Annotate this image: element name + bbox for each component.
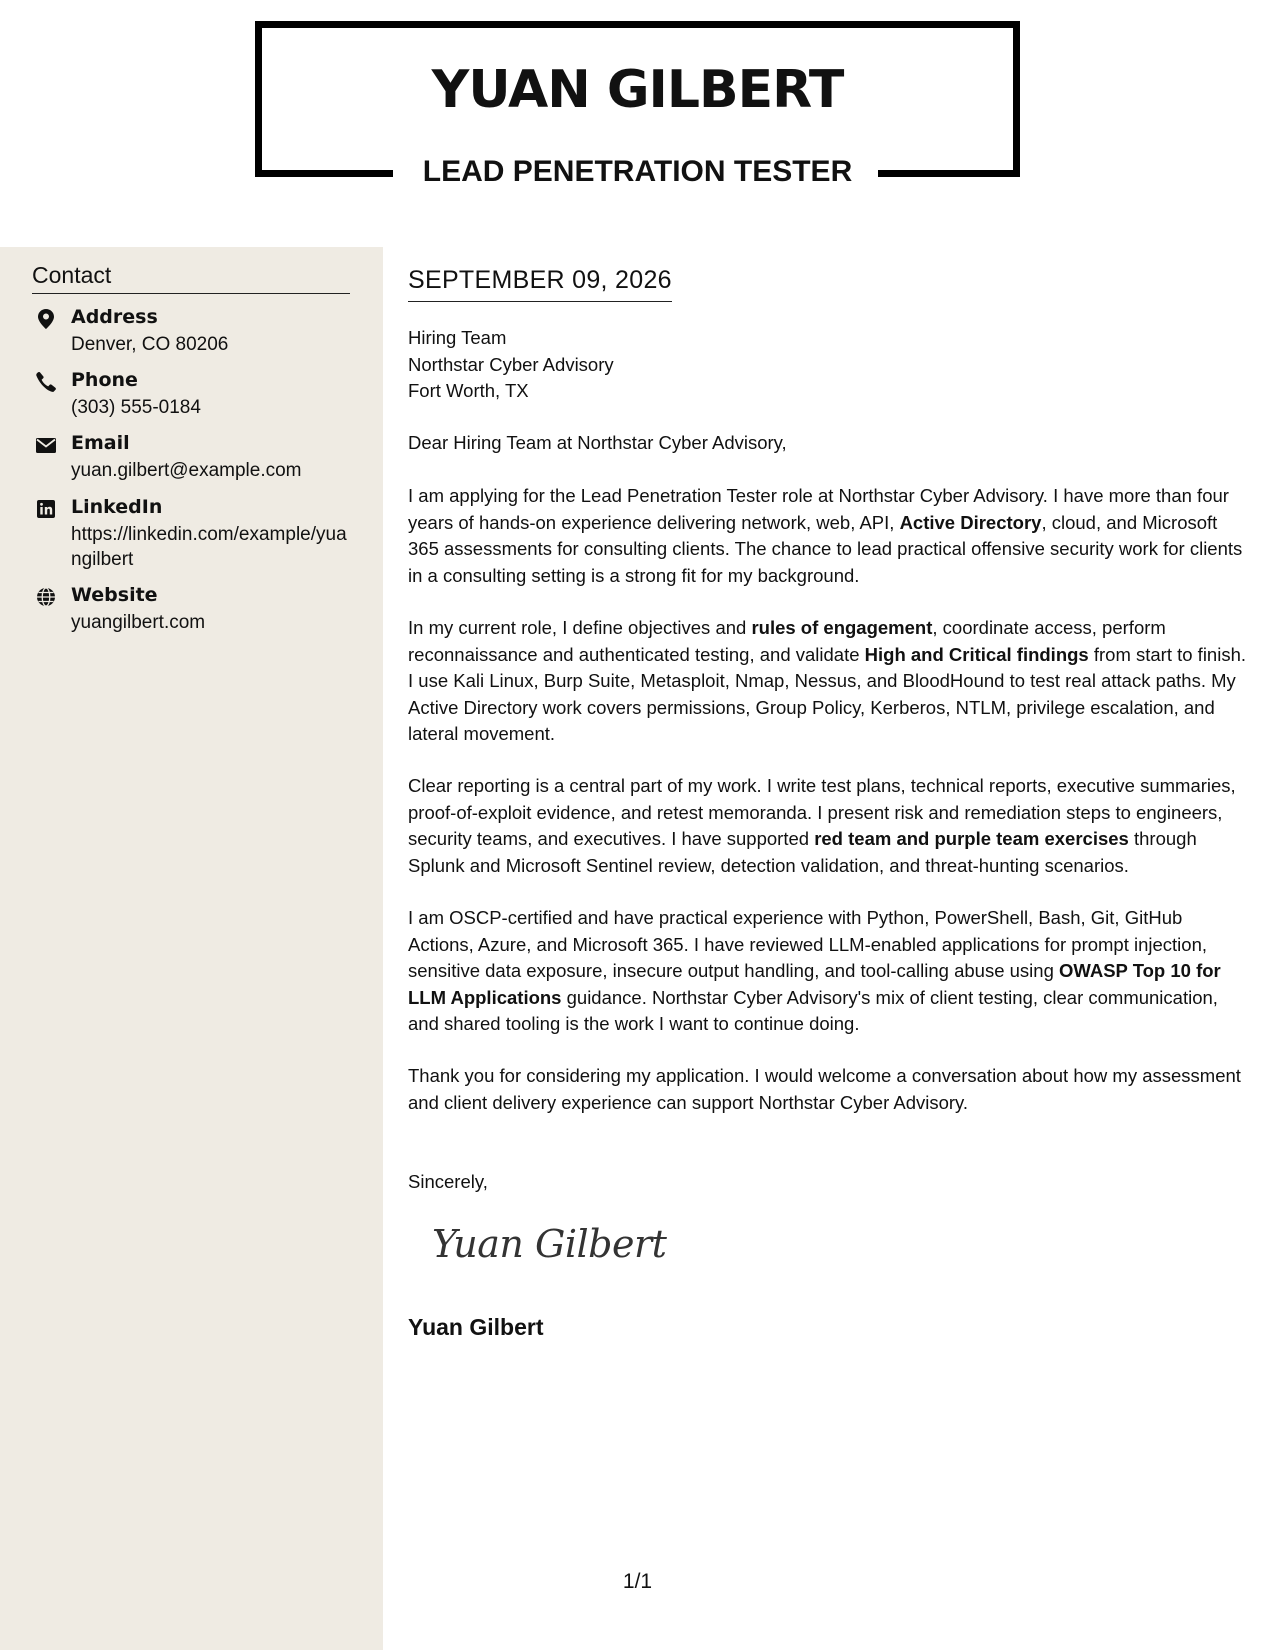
email-icon [35, 434, 57, 456]
recipient-block [408, 325, 614, 405]
salutation: Dear Hiring Team at Northstar Cyber Advisory, [408, 432, 787, 453]
paragraph-2: In my current role, I define objectives and rules of engagement, coordinate access, perform reconnaissance and authenticated testing, and validate High and Critical findings from start to finish. I use Kali Linux, Burp Suite, Metasploit, Nmap, Nessus, and BloodHound to test real attack paths. My Active Directory work covers permissions, Group Policy, Kerberos, NTLM, privilege escalation, and lateral movement. [408, 617, 1247, 744]
contact-label: LinkedIn [71, 496, 163, 518]
signature: Yuan Gilbert [432, 1222, 667, 1266]
phone-icon [35, 371, 57, 393]
letter-date: SEPTEMBER 09, 2026 [408, 266, 672, 302]
signer-name: Yuan Gilbert [408, 1314, 544, 1340]
paragraph-1: I am applying for the Lead Penetration Tester role at Northstar Cyber Advisory. I have more than four years of hands-on experience delivering network, web, API, Active Directory, cloud, and Microsoft 365 assessments for consulting clients. The chance to lead practical offensive security work for clients in a consulting setting is a strong fit for my background. [408, 485, 1243, 586]
linkedin-icon [35, 498, 57, 520]
paragraph-4: I am OSCP-certified and have practical experience with Python, PowerShell, Bash, Git, GitHub Actions, Azure, and Microsoft 365. I have reviewed LLM-enabled applications for prompt injection, sensitive data exposure, insecure output handling, and tool-calling abuse using OWASP Top 10 for LLM Applications guidance. Northstar Cyber Advisory's mix of client testing, clear communication, and shared tooling is the work I want to continue doing. [408, 907, 1221, 1034]
recipient-line: Hiring Team [408, 327, 507, 348]
candidate-name: YUAN GILBERT [431, 60, 844, 120]
contact-value: yuangilbert.com [71, 612, 206, 633]
contact-value: (303) 555-0184 [71, 397, 201, 418]
recipient-line: Fort Worth, TX [408, 380, 529, 401]
paragraph-3: Clear reporting is a central part of my work. I write test plans, technical reports, executive summaries, proof-of-exploit evidence, and retest memoranda. I present risk and remediation steps to engineers, security teams, and executives. I have supported red team and purple team exercises through Splunk and Microsoft Sentinel review, detection validation, and threat-hunting scenarios. [408, 775, 1236, 876]
paragraph-5: Thank you for considering my application. I would welcome a conversation about how my assessment and client delivery experience can support Northstar Cyber Advisory. [408, 1065, 1241, 1113]
recipient-line: Northstar Cyber Advisory [408, 353, 614, 375]
globe-icon [35, 586, 57, 608]
contact-value: yuan.gilbert@example.com [71, 460, 302, 481]
map-pin-icon [35, 308, 57, 330]
contact-value: https://linkedin.com/example/yuangilbert [71, 524, 347, 570]
contact-value: Denver, CO 80206 [71, 334, 229, 355]
contact-label: Address [71, 306, 158, 328]
contact-heading: Contact [32, 262, 350, 294]
job-title: LEAD PENETRATION TESTER [422, 155, 853, 188]
contact-label: Website [71, 584, 158, 606]
page-number: 1/1 [622, 1570, 653, 1593]
closing: Sincerely, [408, 1171, 488, 1192]
contact-label: Phone [71, 369, 138, 391]
contact-label: Email [71, 432, 130, 454]
